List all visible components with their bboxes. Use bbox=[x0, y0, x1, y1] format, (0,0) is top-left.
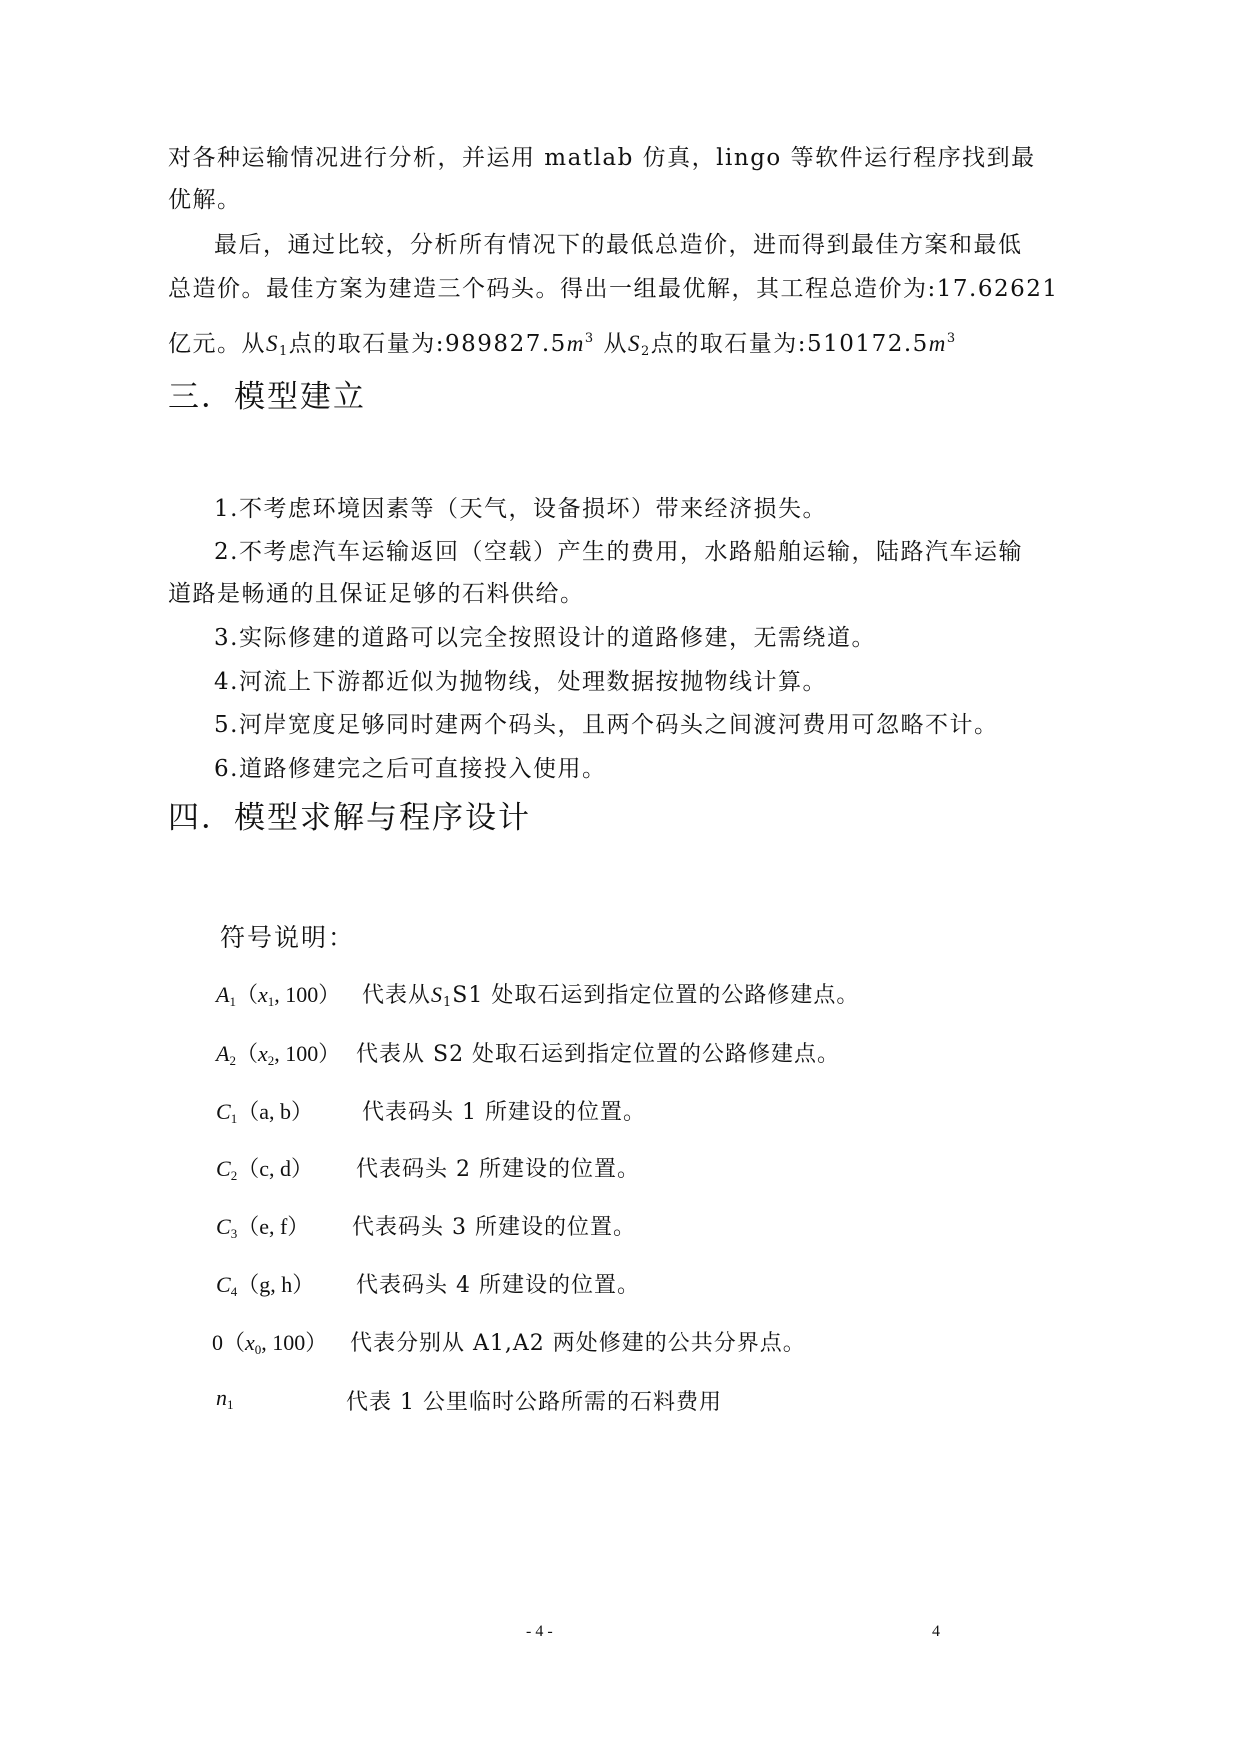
section-3-title: 三．模型建立 bbox=[168, 379, 366, 415]
unit-m-2: m bbox=[928, 331, 947, 356]
symbol-c4-var: C bbox=[216, 1272, 231, 1297]
symbol-c1 bbox=[216, 1095, 313, 1127]
symbol-o-open: （ bbox=[223, 1330, 246, 1355]
s2-subscript: 2 bbox=[641, 344, 651, 359]
symbol-a1-desc-text: S1 处取石运到指定位置的公路修建点。 bbox=[452, 983, 860, 1008]
symbol-o-rest: , 100） bbox=[261, 1330, 328, 1355]
intro-line-5-b: 点的取石量为:989827.5 bbox=[288, 331, 567, 357]
symbol-a2-open: （ bbox=[235, 1041, 258, 1066]
assumption-2-cont: 道路是畅通的且保证足够的石料供给。 bbox=[168, 581, 585, 607]
intro-line-5-d: 点的取石量为:510172.5 bbox=[650, 331, 929, 357]
symbol-a2-arg: x bbox=[257, 1041, 268, 1066]
symbol-a2-desc: 代表从 S2 处取石运到指定位置的公路修建点。 bbox=[356, 1042, 841, 1067]
symbol-n1-var: n bbox=[216, 1385, 227, 1410]
assumption-3: 3.实际修建的道路可以完全按照设计的道路修建，无需绕道。 bbox=[214, 625, 876, 651]
symbol-a1-desc bbox=[362, 978, 859, 1010]
intro-line-2: 优解。 bbox=[168, 187, 242, 213]
s1-subscript: 1 bbox=[279, 344, 289, 359]
unit-sup-2: 3 bbox=[946, 331, 957, 346]
symbol-a2-var: A bbox=[216, 1041, 230, 1066]
page-number-right: 4 bbox=[932, 1623, 940, 1640]
symbol-o bbox=[212, 1326, 327, 1358]
symbol-a1-desc-pre: 代表从 bbox=[362, 983, 432, 1008]
symbol-c2-var: C bbox=[216, 1156, 231, 1181]
symbol-o-desc: 代表分别从 A1,A2 两处修建的公共分界点。 bbox=[350, 1331, 806, 1356]
assumption-2: 2.不考虑汽车运输返回（空载）产生的费用，水路船舶运输，陆路汽车运输 bbox=[214, 539, 1023, 565]
symbol-c1-rest: （a, b） bbox=[237, 1099, 313, 1124]
symbol-a1-sub: 1 bbox=[229, 994, 236, 1009]
symbol-c1-var: C bbox=[216, 1099, 231, 1124]
symbol-c2-desc: 代表码头 2 所建设的位置。 bbox=[356, 1157, 640, 1182]
symbol-n1-desc: 代表 1 公里临时公路所需的石料费用 bbox=[346, 1390, 722, 1415]
symbol-n1 bbox=[216, 1385, 234, 1413]
symbol-o-arg: x bbox=[245, 1330, 255, 1355]
symbol-a2-sub: 2 bbox=[229, 1053, 236, 1068]
unit-sup-1: 3 bbox=[584, 331, 595, 346]
page-number-center: - 4 - bbox=[526, 1623, 553, 1640]
s2-symbol: S bbox=[628, 331, 641, 356]
unit-m-1: m bbox=[566, 331, 585, 356]
intro-line-3: 最后，通过比较，分析所有情况下的最低总造价，进而得到最佳方案和最低 bbox=[214, 232, 1023, 258]
symbol-c2 bbox=[216, 1152, 313, 1184]
symbol-c2-rest: （c, d） bbox=[237, 1156, 313, 1181]
symbol-c3-var: C bbox=[216, 1214, 231, 1239]
symbols-title: 符号说明： bbox=[220, 923, 356, 952]
symbol-c1-desc: 代表码头 1 所建设的位置。 bbox=[362, 1100, 646, 1125]
intro-line-4: 总造价。最佳方案为建造三个码头。得出一组最优解，其工程总造价为:17.62621 bbox=[168, 276, 1059, 302]
symbol-n1-sub: 1 bbox=[227, 1397, 234, 1412]
s1-symbol: S bbox=[266, 331, 279, 356]
symbol-a1-var: A bbox=[216, 982, 230, 1007]
symbol-a1-desc-var-sub: 1 bbox=[443, 995, 453, 1010]
intro-line-5-a: 亿元。从 bbox=[168, 331, 266, 357]
symbol-c3-rest: （e, f） bbox=[237, 1214, 310, 1239]
intro-line-5 bbox=[168, 324, 957, 367]
symbol-c4-sub: 4 bbox=[230, 1284, 238, 1299]
assumption-4: 4.河流上下游都近似为抛物线，处理数据按抛物线计算。 bbox=[214, 669, 827, 695]
symbol-a2-rest: , 100） bbox=[274, 1041, 341, 1066]
symbol-c4-desc: 代表码头 4 所建设的位置。 bbox=[356, 1273, 640, 1298]
symbol-c4 bbox=[216, 1268, 314, 1300]
symbol-c2-sub: 2 bbox=[230, 1168, 238, 1183]
assumption-6: 6.道路修建完之后可直接投入使用。 bbox=[214, 756, 607, 782]
symbol-a2 bbox=[216, 1037, 340, 1069]
symbol-a1 bbox=[216, 978, 340, 1010]
symbol-o-var: 0 bbox=[212, 1330, 223, 1355]
symbol-c4-rest: （g, h） bbox=[237, 1272, 315, 1297]
symbol-a2-arg-sub: 2 bbox=[267, 1053, 275, 1068]
symbol-c3 bbox=[216, 1210, 309, 1242]
section-4-title: 四．模型求解与程序设计 bbox=[168, 800, 531, 836]
symbol-o-arg-sub: 0 bbox=[254, 1342, 262, 1357]
symbol-a1-desc-var: S bbox=[431, 982, 444, 1007]
symbol-c1-sub: 1 bbox=[230, 1111, 238, 1126]
intro-line-5-c: 从 bbox=[594, 331, 628, 357]
symbol-a1-open: （ bbox=[235, 982, 258, 1007]
assumption-5: 5.河岸宽度足够同时建两个码头，且两个码头之间渡河费用可忽略不计。 bbox=[214, 712, 999, 738]
symbol-a1-arg-sub: 1 bbox=[267, 994, 275, 1009]
symbol-c3-sub: 3 bbox=[230, 1226, 238, 1241]
assumption-1: 1.不考虑环境因素等（天气，设备损坏）带来经济损失。 bbox=[214, 496, 827, 522]
symbol-c3-desc: 代表码头 3 所建设的位置。 bbox=[352, 1215, 636, 1240]
symbol-a1-rest: , 100） bbox=[274, 982, 341, 1007]
intro-line-1: 对各种运输情况进行分析，并运用 matlab 仿真，lingo 等软件运行程序找到最 bbox=[168, 145, 1036, 171]
symbol-a1-arg: x bbox=[257, 982, 268, 1007]
